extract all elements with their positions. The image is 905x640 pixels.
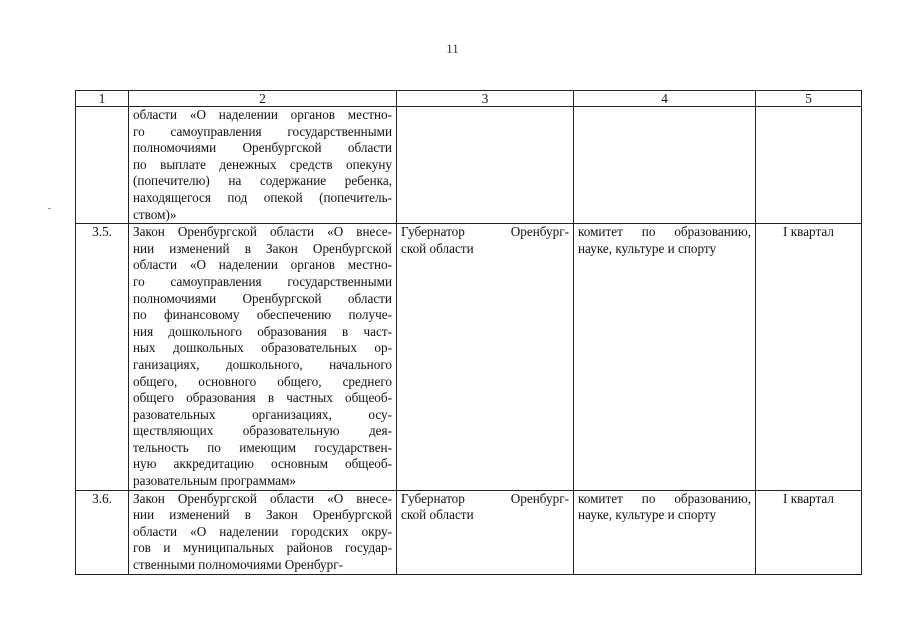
cell-text-line: комитет по образованию, xyxy=(578,490,751,506)
cell-text-line: области «О наделении городских окру- xyxy=(133,523,392,539)
responsible-author-cell xyxy=(397,107,574,224)
cell-text-line: тельность по имеющим государствен- xyxy=(133,439,392,455)
executor-cell xyxy=(574,490,756,574)
row-number-cell: 3.6. xyxy=(76,490,129,574)
document-title-cell xyxy=(129,490,397,574)
deadline-cell xyxy=(756,107,862,224)
header-row xyxy=(76,91,862,107)
cell-text-line: Губернатор Оренбург- xyxy=(401,224,569,240)
cell-text-line: ния дошкольного образования в част- xyxy=(133,323,392,339)
cell-text-line: разовательных организациях, осу- xyxy=(133,406,392,422)
cell-text-line: науке, культуре и спорту xyxy=(578,507,717,523)
responsible-author-cell xyxy=(397,490,574,574)
header-col-1: 1 xyxy=(76,91,129,107)
cell-text-line: полномочиями Оренбургской области xyxy=(133,140,392,156)
cell-text-line: ных дошкольных образовательных ор- xyxy=(133,340,392,356)
cell-text-line: находящегося под опекой (попечитель- xyxy=(133,189,392,205)
header-col-4: 4 xyxy=(574,91,756,107)
page-number: 11 xyxy=(446,41,459,56)
deadline-cell: I квартал xyxy=(756,490,862,574)
header-col-3: 3 xyxy=(397,91,574,107)
legislation-plan-table xyxy=(75,90,862,575)
cell-text-line: нии изменений в Закон Оренбургской xyxy=(133,240,392,256)
cell-text-line: го самоуправления государственными xyxy=(133,273,392,289)
cell-text-line: комитет по образованию, xyxy=(578,224,751,240)
row-number-cell: 3.5. xyxy=(76,224,129,491)
document-title-cell xyxy=(129,224,397,491)
cell-text-line: ственными полномочиями Оренбург- xyxy=(133,557,344,573)
row-number-cell xyxy=(76,107,129,224)
document-title-cell xyxy=(129,107,397,224)
executor-cell xyxy=(574,224,756,491)
cell-text-line: по финансовому обеспечению получе- xyxy=(133,307,392,323)
cell-text-line: (попечителю) на содержание ребенка, xyxy=(133,173,392,189)
cell-text-line: Закон Оренбургской области «О внесе- xyxy=(133,490,392,506)
cell-text-line: разовательным программам» xyxy=(133,473,297,489)
table-row xyxy=(76,107,862,224)
cell-text-line: Губернатор Оренбург- xyxy=(401,490,569,506)
cell-text-line: полномочиями Оренбургской области xyxy=(133,290,392,306)
deadline-cell: I квартал xyxy=(756,224,862,491)
cell-text-line: нии изменений в Закон Оренбургской xyxy=(133,507,392,523)
margin-mark xyxy=(48,208,51,209)
cell-text-line: Закон Оренбургской области «О внесе- xyxy=(133,224,392,240)
cell-text-line: области «О наделении органов местно- xyxy=(133,107,392,122)
cell-text-line: ской области xyxy=(401,507,474,523)
cell-text-line: ществляющих образовательную дея- xyxy=(133,423,392,439)
cell-text-line: гов и муниципальных районов государ- xyxy=(133,540,392,556)
cell-text-line: ганизациях, дошкольного, начального xyxy=(133,356,392,372)
cell-text-line: области «О наделении органов местно- xyxy=(133,257,392,273)
cell-text-line: науке, культуре и спорту xyxy=(578,240,717,256)
cell-text-line: общего, основного общего, среднего xyxy=(133,373,392,389)
cell-text-line: общего образования в частных общеоб- xyxy=(133,390,392,406)
table-row xyxy=(76,224,862,491)
executor-cell xyxy=(574,107,756,224)
cell-text-line: ную аккредитацию основным общеоб- xyxy=(133,456,392,472)
cell-text-line: ством)» xyxy=(133,206,177,222)
header-col-5: 5 xyxy=(756,91,862,107)
cell-text-line: ской области xyxy=(401,240,474,256)
table-row xyxy=(76,490,862,574)
responsible-author-cell xyxy=(397,224,574,491)
header-col-2: 2 xyxy=(129,91,397,107)
cell-text-line: го самоуправления государственными xyxy=(133,123,392,139)
cell-text-line: по выплате денежных средств опекуну xyxy=(133,156,392,172)
